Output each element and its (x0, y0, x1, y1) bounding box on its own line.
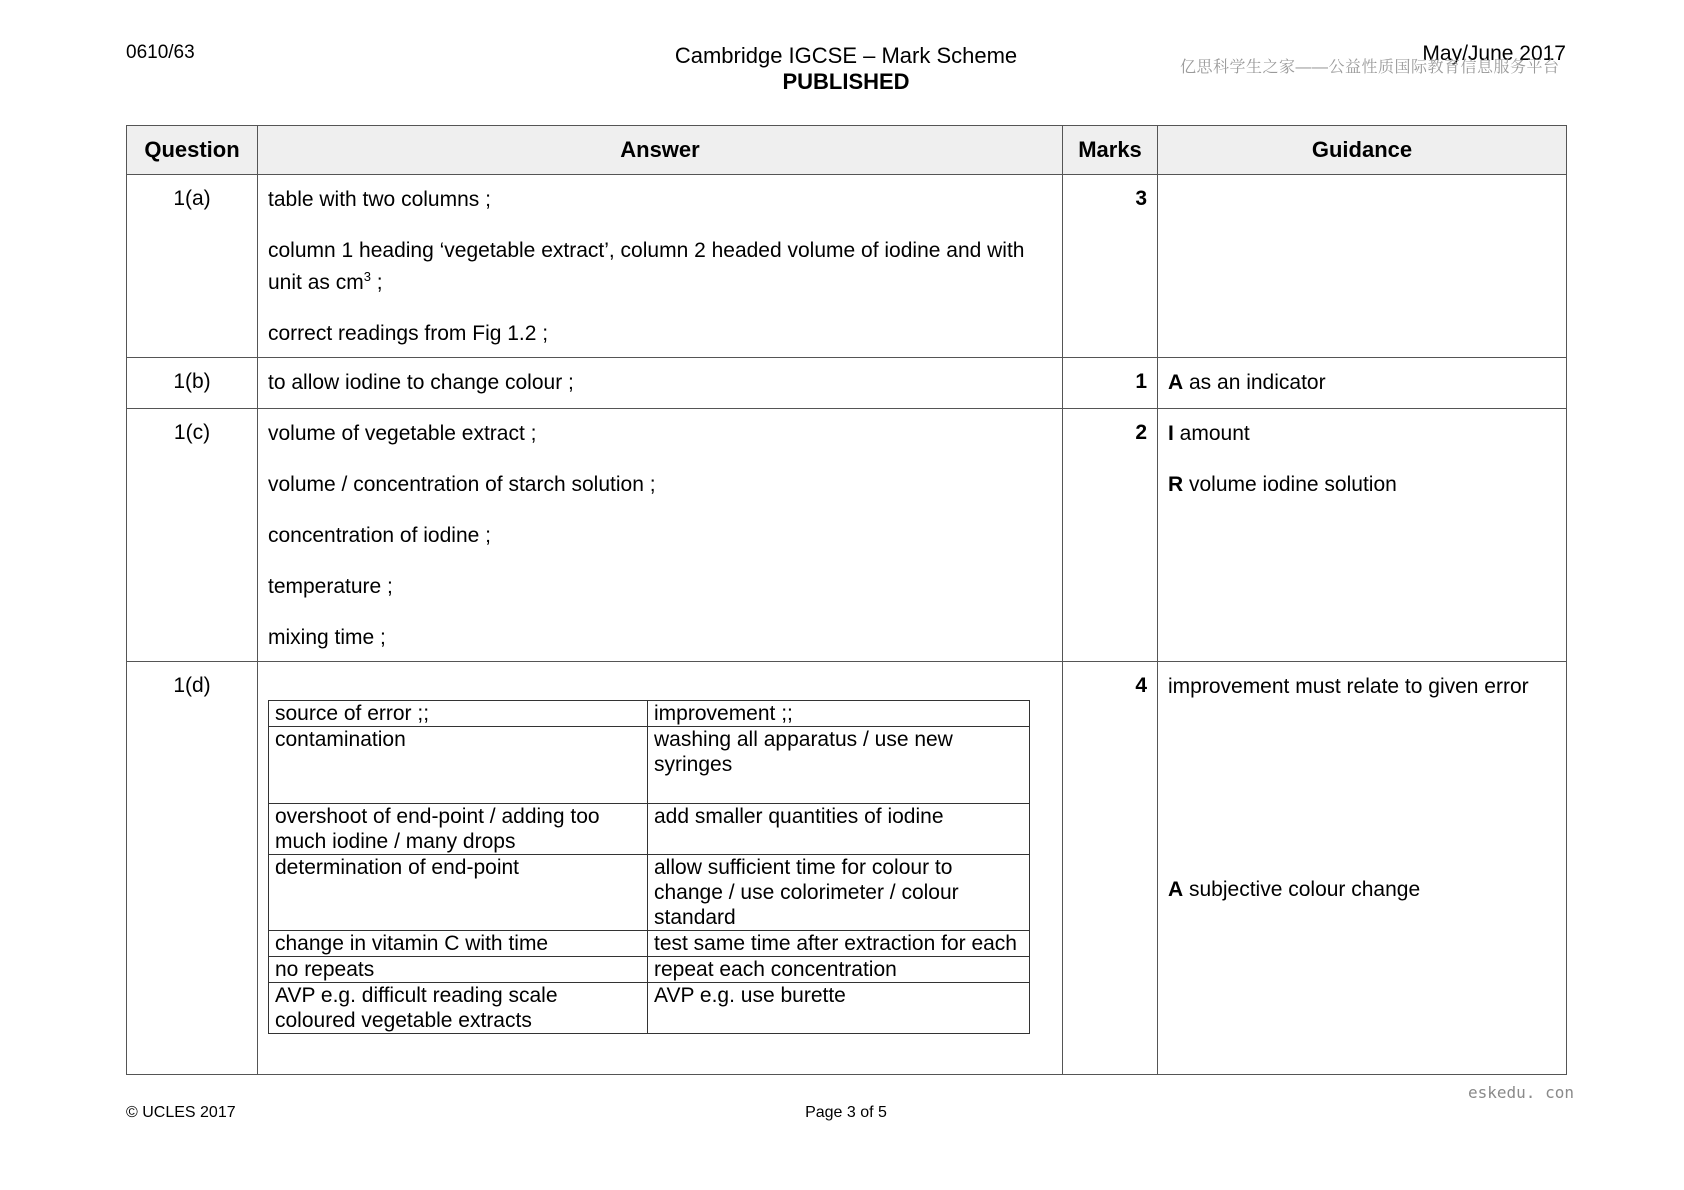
inner-cell: washing all apparatus / use new syringes (648, 727, 1030, 804)
exam-session: May/June 2017 (1422, 42, 1566, 65)
inner-row (269, 855, 1030, 931)
guidance-cell (1158, 662, 1567, 1075)
inner-cell: determination of end-point (269, 855, 648, 931)
inner-cell: repeat each concentration (648, 957, 1030, 983)
answer-line: temperature ; (268, 575, 393, 598)
inner-row (269, 957, 1030, 983)
question-number: 1(c) (127, 409, 258, 662)
marks-value: 4 (1063, 662, 1158, 1075)
answer-line: column 1 heading ‘vegetable extract’, column 2 headed volume of iodine and with unit as $cm^3$ ; (268, 239, 1025, 294)
inner-cell: allow sufficient time for colour to change / use colorimeter / colour standard (648, 855, 1030, 931)
table-row (127, 175, 1567, 358)
guidance-line: A subjective colour change (1168, 878, 1421, 901)
inner-header-row (269, 701, 1030, 727)
table-header-row (127, 126, 1567, 175)
table-row (127, 662, 1567, 1075)
guidance-cell (1158, 358, 1567, 409)
guidance-line: A as an indicator (1168, 371, 1326, 394)
inner-row (269, 983, 1030, 1034)
marks-header: Marks (1063, 126, 1158, 175)
answer-line: concentration of iodine ; (268, 524, 491, 547)
answer-line: to allow iodine to change colour ; (268, 371, 574, 394)
question-number: 1(a) (127, 175, 258, 358)
guidance-line: improvement must relate to given error (1168, 675, 1529, 698)
inner-row (269, 931, 1030, 957)
inner-cell: contamination (269, 727, 648, 804)
inner-cell: add smaller quantities of iodine (648, 804, 1030, 855)
question-header: Question (127, 126, 258, 175)
inner-cell: AVP e.g. use burette (648, 983, 1030, 1034)
header-watermark: 亿思科学生之家——公益性质国际教育信息服务平台 (1180, 59, 1560, 76)
table-row (127, 358, 1567, 409)
footer-watermark: eskedu. con (1468, 1083, 1574, 1102)
guidance-cell (1158, 409, 1567, 662)
inner-cell: source of error ;; (269, 701, 648, 727)
guidance-cell (1158, 175, 1567, 358)
answer-cell (258, 409, 1063, 662)
published-label: PUBLISHED (782, 69, 910, 94)
guidance-line: R volume iodine solution (1168, 473, 1397, 496)
inner-cell: improvement ;; (648, 701, 1030, 727)
table-row (127, 409, 1567, 662)
answer-header: Answer (258, 126, 1063, 175)
answer-cell (258, 358, 1063, 409)
question-number: 1(b) (127, 358, 258, 409)
guidance-header: Guidance (1158, 126, 1567, 175)
answer-line: volume / concentration of starch solution ; (268, 473, 656, 496)
marks-value: 2 (1063, 409, 1158, 662)
document-title: Cambridge IGCSE – Mark Scheme (674, 43, 1018, 68)
answer-line: mixing time ; (268, 626, 386, 649)
inner-cell: test same time after extraction for each (648, 931, 1030, 957)
error-improvement-table (268, 700, 1030, 1034)
inner-row (269, 804, 1030, 855)
inner-cell: no repeats (269, 957, 648, 983)
copyright: © UCLES 2017 (126, 1104, 236, 1121)
inner-cell: change in vitamin C with time (269, 931, 648, 957)
inner-row (269, 727, 1030, 804)
superscript: 3 (363, 269, 371, 284)
guidance-line: I amount (1168, 422, 1250, 445)
answer-cell (258, 662, 1063, 1075)
answer-line: volume of vegetable extract ; (268, 422, 537, 445)
question-number: 1(d) (127, 662, 258, 1075)
answer-line: table with two columns ; (268, 188, 491, 211)
inner-cell: AVP e.g. difficult reading scale coloured vegetable extracts (269, 983, 648, 1034)
answer-cell (258, 175, 1063, 358)
mark-scheme-table (126, 125, 1567, 1075)
marks-value: 3 (1063, 175, 1158, 358)
paper-code: 0610/63 (126, 42, 195, 63)
inner-cell: overshoot of end-point / adding too much iodine / many drops (269, 804, 648, 855)
marks-value: 1 (1063, 358, 1158, 409)
page-number: Page 3 of 5 (805, 1104, 887, 1121)
answer-line: correct readings from Fig 1.2 ; (268, 322, 549, 345)
